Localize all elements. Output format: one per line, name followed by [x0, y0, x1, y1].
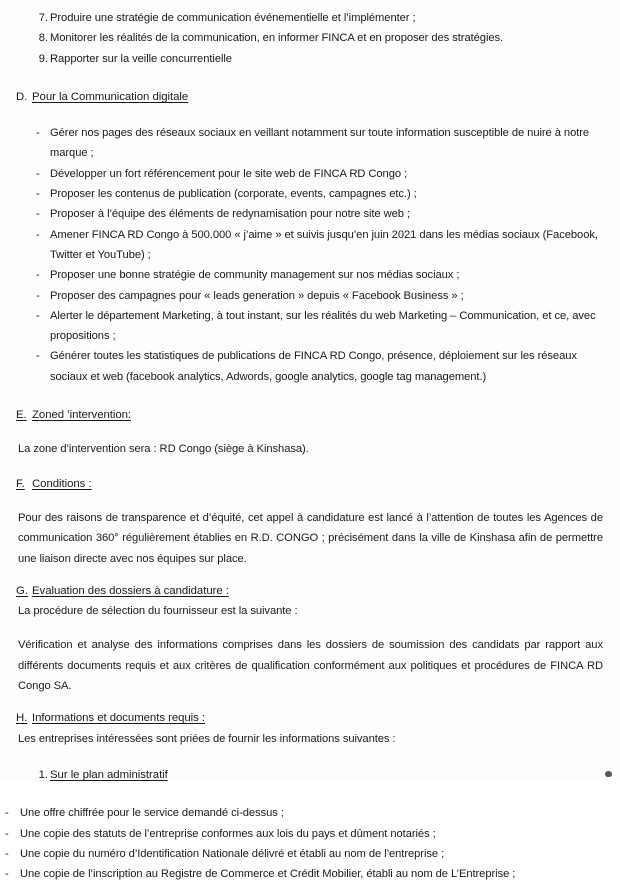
- list-item-text: Générer toutes les statistiques de publications de FINCA RD Congo, présence, déploiement sur les réseaux sociaux et web (facebook analytics, Adwords, google analytics, google tag management.): [50, 350, 577, 383]
- section-marker-d: D.: [16, 90, 28, 103]
- bullet-dash-icon: -: [36, 350, 40, 363]
- section-marker-h: H.: [16, 712, 28, 725]
- section-g-body: Vérification et analyse des informations comprises dans les dossiers de soumission des candidats par rapport aux différents documents requis et aux critères de qualification conformément aux politiques et procédures de FINCA RD Congo SA.: [18, 639, 603, 693]
- list-item: [0, 286, 620, 306]
- bullet-dash-icon: -: [36, 309, 40, 322]
- list-item: [0, 184, 620, 204]
- section-h-lead: Les entreprises intéressées sont priées de fournir les informations suivantes :: [18, 732, 396, 745]
- bullet-dash-icon: -: [36, 289, 40, 302]
- section-f-body: Pour des raisons de transparence et d’équité, cet appel à candidature est lancé à l’attention de toutes les Agences de communication 360° régulièrement établies en R.D. CONGO ; précisément dans la ville de Kinshasa afin de permettre une liaison directe avec nos équipes sur place.: [18, 511, 603, 565]
- section-marker-f: F.: [16, 477, 25, 490]
- bullet-dash-icon: -: [36, 208, 40, 221]
- list-item-number: 7.: [38, 12, 48, 24]
- section-title-h: Informations et documents requis :: [32, 712, 206, 725]
- list-item-text: Rapporter sur la veille concurrentielle: [50, 52, 232, 65]
- section-marker-e: E.: [16, 409, 27, 422]
- section-heading-d: [0, 87, 620, 107]
- bullet-dash-icon: -: [36, 167, 40, 180]
- list-item: [0, 28, 620, 48]
- section-title-d: Pour la Communication digitale: [32, 90, 189, 103]
- section-title-e: Zoned ’intervention:: [32, 409, 132, 422]
- list-item-text: Proposer les contenus de publication (corporate, events, campagnes etc.) ;: [50, 188, 417, 201]
- list-item-text: Produire une stratégie de communication événementielle et l’implémenter ;: [50, 12, 416, 24]
- list-item-number: 9.: [38, 52, 48, 65]
- list-item-number: 8.: [38, 32, 48, 45]
- subsection-title-h1: Sur le plan administratif: [50, 768, 168, 781]
- section-h1-bullets: [0, 803, 620, 884]
- list-item: [0, 306, 620, 347]
- list-item: [0, 204, 620, 224]
- list-item: [0, 803, 620, 823]
- list-item: [0, 864, 620, 884]
- list-item: [0, 123, 620, 164]
- list-item: [0, 225, 620, 266]
- section-heading-f: [0, 474, 620, 494]
- scan-artifact-smudge: [605, 771, 612, 777]
- bullet-dash-icon: -: [36, 127, 40, 140]
- list-item-text: Alerter le département Marketing, à tout instant, sur les réalités du web Marketing – Communication, et ce, avec propositions ;: [50, 309, 596, 343]
- section-heading-e: [0, 405, 620, 425]
- section-heading-g: [0, 581, 620, 601]
- list-item-text: Amener FINCA RD Congo à 500.000 « j’aime » et suivis jusqu’en juin 2021 dans les médias sociaux (Facebook, Twitter et YouTube) ;: [50, 228, 598, 261]
- section-title-f: Conditions :: [32, 477, 92, 490]
- list-item-text: Une copie de l’inscription au Registre de Commerce et Crédit Mobilier, établi au nom de L’Entreprise ;: [20, 868, 516, 881]
- bullet-dash-icon: -: [36, 269, 40, 282]
- top-numbered-list: [0, 8, 620, 69]
- bullet-dash-icon: -: [5, 807, 9, 820]
- section-d-bullets: [0, 123, 620, 387]
- subsection-heading-h1: [0, 765, 620, 785]
- bullet-dash-icon: -: [36, 188, 40, 201]
- section-heading-h: [0, 708, 620, 728]
- subsection-marker-h1: 1.: [38, 768, 48, 781]
- list-item-text: Une offre chiffrée pour le service demandé ci-dessus ;: [20, 807, 284, 820]
- list-item-text: Gérer nos pages des réseaux sociaux en veillant notamment sur toute information susceptible de nuire à notre marque ;: [50, 127, 590, 160]
- bullet-dash-icon: -: [36, 228, 40, 241]
- list-item: [0, 844, 620, 864]
- list-item-text: Une copie du numéro d’Identification Nationale délivré et établi au nom de l’entreprise ;: [20, 847, 445, 860]
- section-title-g: Evaluation des dossiers à candidature :: [32, 584, 229, 597]
- list-item-text: Proposer une bonne stratégie de community management sur nos médias sociaux ;: [50, 269, 460, 282]
- list-item: [0, 346, 620, 387]
- list-item: [0, 49, 620, 69]
- list-item-text: Une copie des statuts de l’entreprise conformes aux lois du pays et dûment notariés ;: [20, 827, 436, 840]
- list-item: [0, 8, 620, 28]
- list-item: [0, 164, 620, 184]
- section-e-body: La zone d’intervention sera : RD Congo (siège à Kinshasa).: [18, 443, 309, 456]
- section-marker-g: G.: [16, 584, 28, 597]
- list-item-text: Proposer à l’équipe des éléments de redynamisation pour notre site web ;: [50, 208, 411, 221]
- bullet-dash-icon: -: [5, 827, 9, 840]
- list-item: [0, 824, 620, 844]
- list-item: [0, 265, 620, 285]
- section-g-lead: La procédure de sélection du fournisseur est la suivante :: [18, 605, 298, 618]
- list-item-text: Monitorer les réalités de la communication, en informer FINCA et en proposer des stratégies.: [50, 32, 504, 45]
- bullet-dash-icon: -: [5, 868, 9, 881]
- list-item-text: Développer un fort référencement pour le site web de FINCA RD Congo ;: [50, 167, 408, 180]
- bullet-dash-icon: -: [5, 847, 9, 860]
- list-item-text: Proposer des campagnes pour « leads generation » depuis « Facebook Business » ;: [50, 289, 464, 302]
